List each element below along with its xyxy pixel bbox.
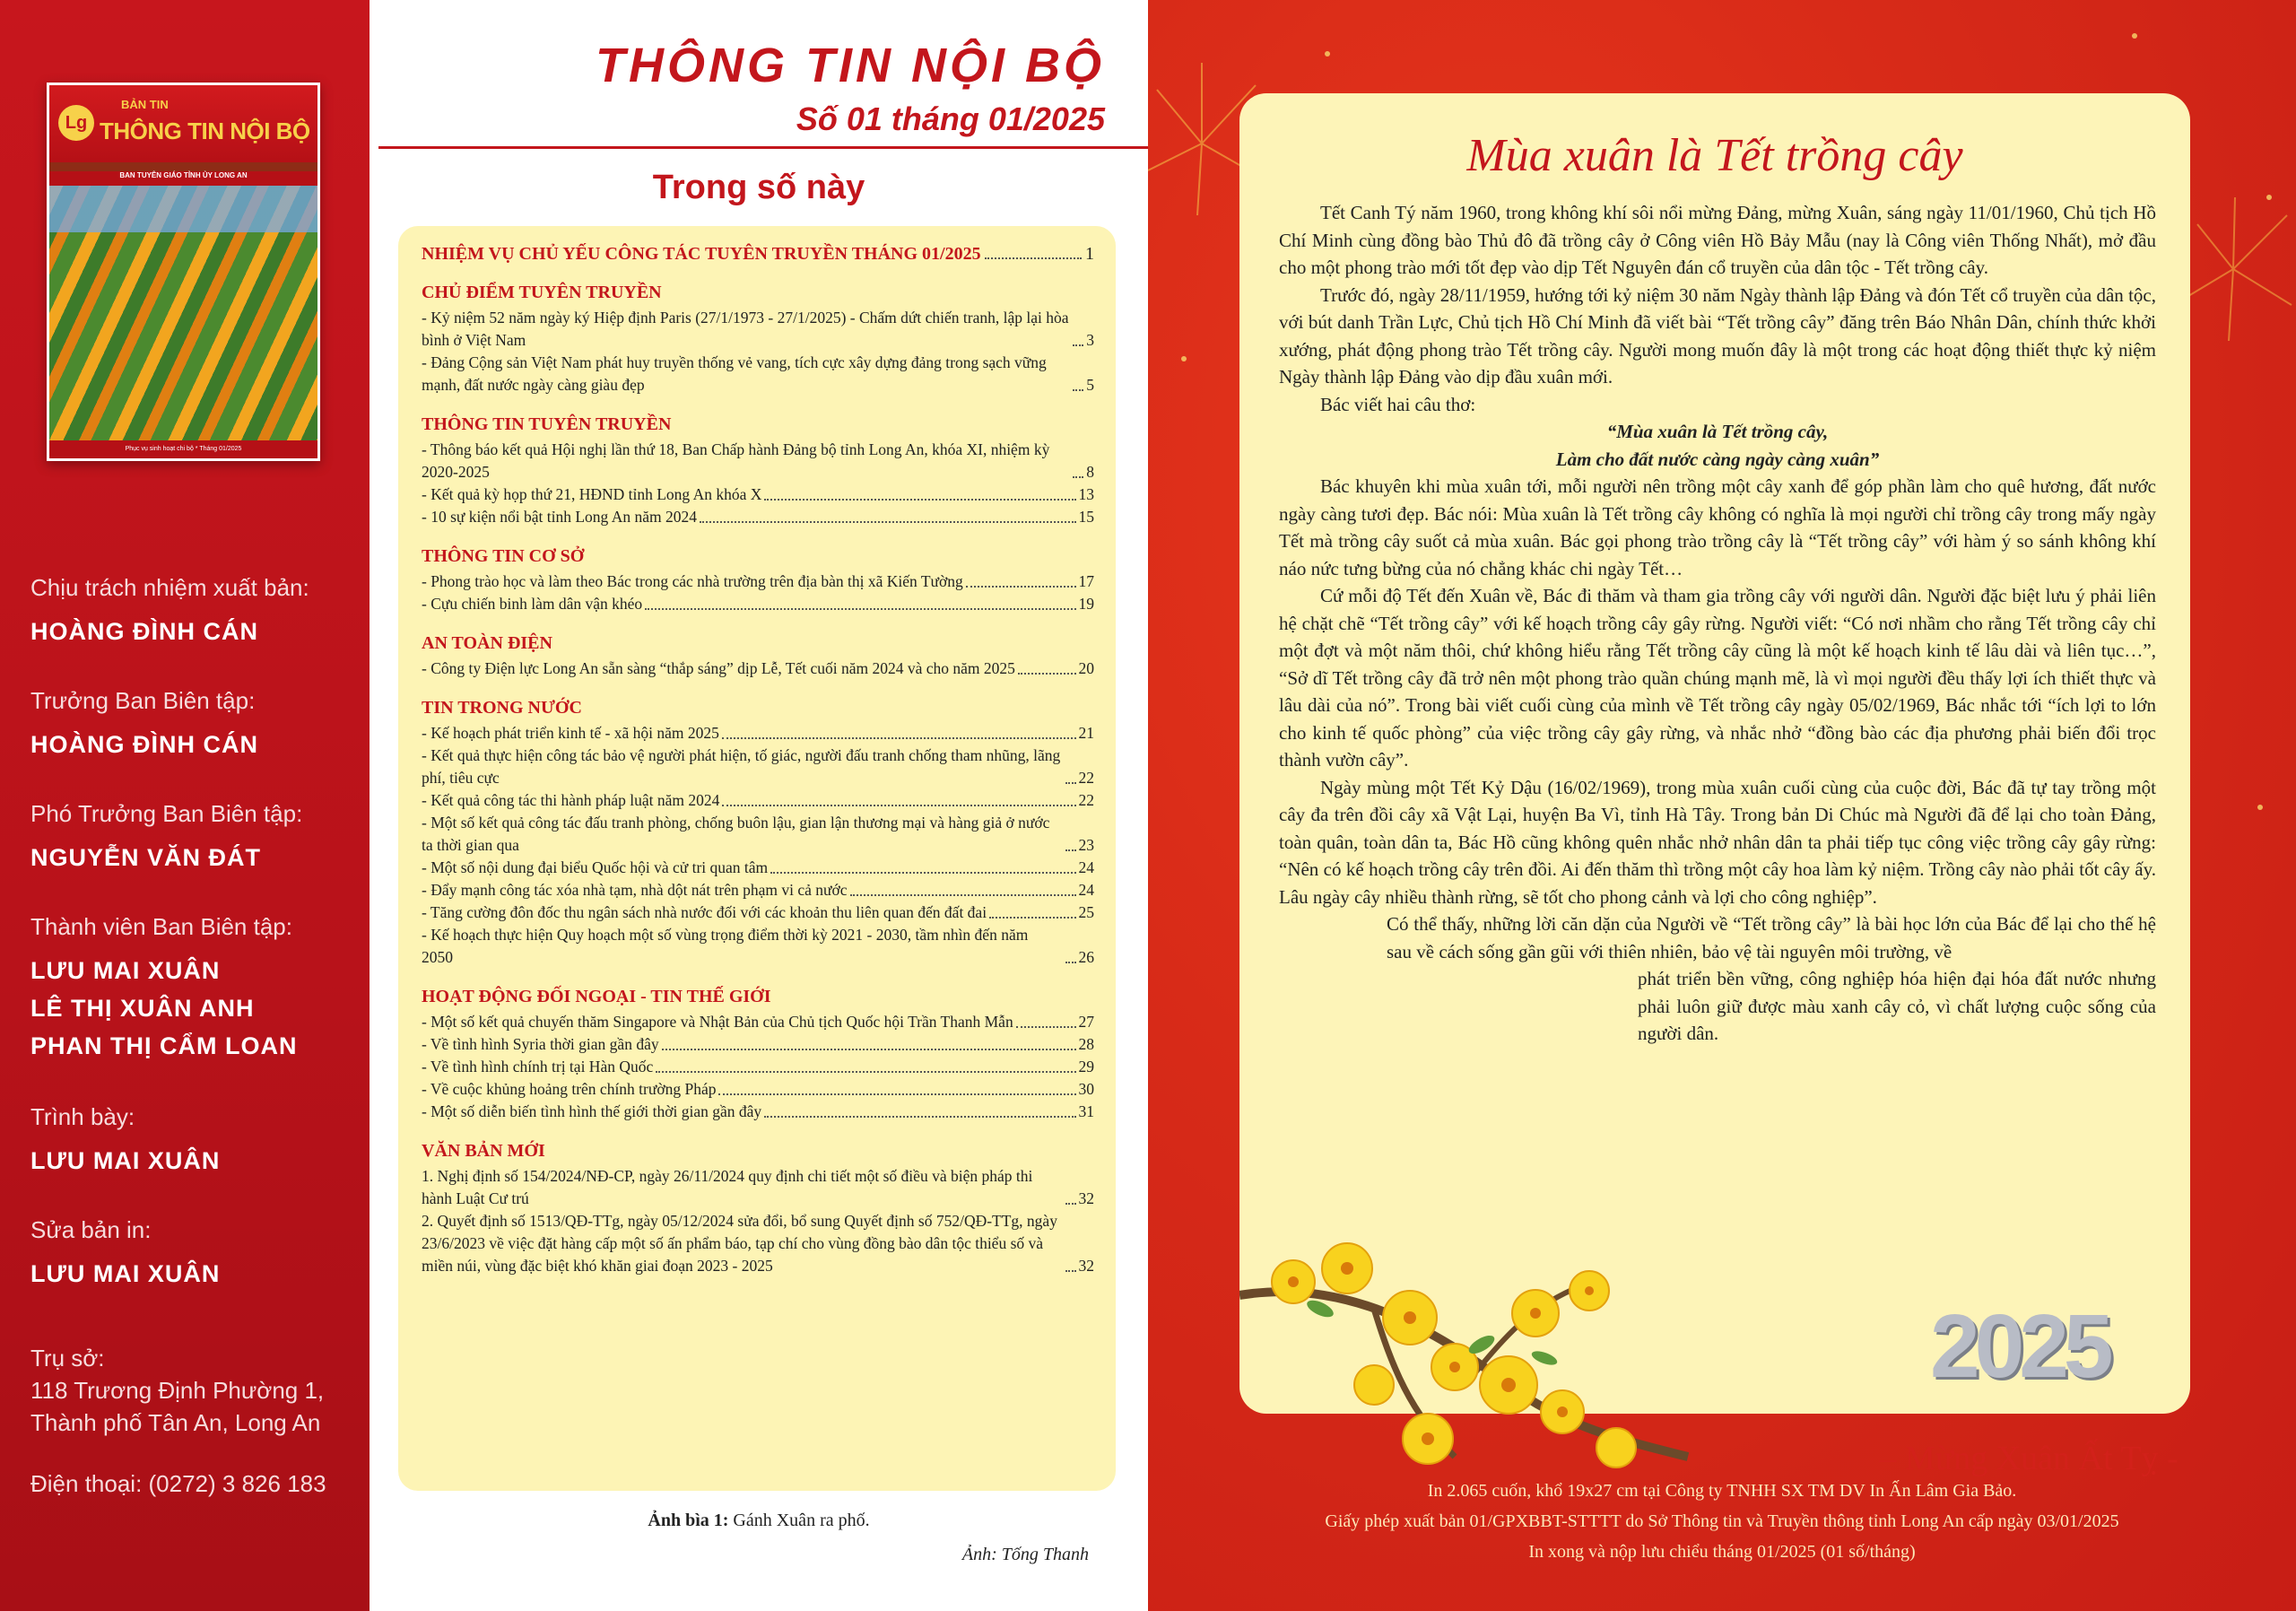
staff-role: Trình bày: [30,1103,135,1130]
toc-leader-dots [850,894,1076,896]
toc-page-number: 32 [1078,1257,1094,1275]
toc-entry[interactable] [422,307,1094,352]
toc-entry-title: - Kỷ niệm 52 năm ngày ký Hiệp định Paris (27/1/1973 - 27/1/2025) - Chấm dứt chiến tranh, lập lại hòa bình ở Việt Nam [422,309,1069,349]
toc-entry[interactable] [422,1011,1094,1033]
toc-lead-entry[interactable] [422,244,1094,265]
toc-page-number: 32 [1078,1189,1094,1207]
toc-page-number: 13 [1078,485,1094,503]
article-paragraph: Ngày mùng một Tết Kỷ Dậu (16/02/1969), trong mùa xuân cuối cùng của cuộc đời, Bác đã tự tay trồng một cây đa trên đồi cây xã Vật Lại, huyện Ba Vì, tỉnh Hà Tây. Trong bản Di Chúc mà Người đã để lại cho toàn Đảng, toàn quân, toàn dân ta, Bác Hồ cũng không quên nhắc nhở nhân dân ta phải tiếp tục công việc trồng cây gây rừng: “Nên có kế hoạch trồng cây trên đồi. Ai đến thăm thì trồng một cây hoa làm kỷ niệm. Trồng cây nào phải tốt cây ấy. Lâu ngày cây nhiều thành rừng, sẽ tốt cho phong cảnh và lợi cho công nghiệp”. [1279,776,2156,908]
toc-page-number: 24 [1078,858,1094,876]
toc-leader-dots [722,737,1076,739]
toc-section [422,698,1094,969]
article-body [1279,199,2156,1048]
caption-label: Ảnh bìa 1: [648,1511,729,1530]
office-label: Trụ sở: [30,1345,105,1372]
toc-page-number: 20 [1078,659,1094,677]
toc-leader-dots [662,1049,1076,1050]
toc-entry[interactable] [422,1033,1094,1056]
cover-caption [370,1511,1148,1531]
toc-entry[interactable] [422,745,1094,789]
toc-section [422,283,1094,396]
toc-page-number: 31 [1078,1102,1094,1120]
toc-entry[interactable] [422,924,1094,969]
toc-entry-title: - Một số kết quả chuyến thăm Singapore và Nhật Bản của Chủ tịch Quốc hội Trần Thanh Mẫn [422,1013,1013,1031]
toc-entry[interactable] [422,439,1094,483]
toc-leader-dots [770,872,1075,874]
toc-entry-title: - Cựu chiến binh làm dân vận khéo [422,595,643,613]
toc-entry-title: - Về tình hình chính trị tại Hàn Quốc [422,1058,654,1075]
toc-page-number: 25 [1078,903,1094,921]
toc-page-number: 21 [1078,724,1094,742]
toc-section-title: TIN TRONG NƯỚC [422,698,582,718]
toc-leader-dots [1065,782,1076,784]
firework-burst-right [2188,197,2292,341]
toc-page-number: 1 [1085,244,1094,264]
table-of-contents-page [370,0,1148,1611]
toc-page-number: 29 [1078,1058,1094,1075]
toc-leader-dots [764,499,1075,501]
toc-leader-dots [722,805,1075,806]
toc-entry[interactable] [422,570,1094,593]
staff-name: LÊ THỊ XUÂN ANH [30,995,255,1022]
staff-name: LƯU MAI XUÂN [30,1260,221,1287]
staff-name: HOÀNG ĐÌNH CÁN [30,731,258,758]
toc-entry-title: - Một số diễn biến tình hình thế giới thời gian gần đây [422,1102,762,1120]
office-phone [30,1467,326,1500]
toc-leader-dots [764,1116,1075,1118]
staff-deputy-editor [30,800,302,876]
staff-role: Chịu trách nhiệm xuất bản: [30,574,309,601]
toc-entry-title: - Kết quả công tác thi hành pháp luật năm 2024 [422,791,720,809]
toc-leader-dots [1065,849,1076,851]
toc-section-title: THÔNG TIN TUYÊN TRUYỀN [422,414,672,434]
toc-section [422,546,1094,615]
article-paragraph: Trước đó, ngày 28/11/1959, hướng tới kỷ niệm 30 năm Ngày thành lập Đảng và đón Tết cổ truyền của dân tộc, với bút danh Trần Lực, Chủ tịch Hồ Chí Minh đã viết bài “Tết trồng cây” đăng trên Báo Nhân Dân, chính thức khởi xướng, phát động phong trào Tết trồng cây. Người mong muốn đây là một trong các hoạt động thiết thực kỷ niệm Ngày thành lập Đảng vào dịp đầu xuân mới. [1279,283,2156,388]
toc-page-number: 8 [1086,463,1094,481]
toc-entry-title: - Phong trào học và làm theo Bác trong các nhà trường trên địa bàn thị xã Kiến Tường [422,572,963,590]
apricot-blossom-illustration [1239,1116,1706,1493]
left-masthead-column [0,0,370,1611]
print-line: In 2.065 cuốn, khổ 19x27 cm tại Công ty TNHH SX TM DV In Ấn Lâm Gia Bảo. [1427,1481,2017,1501]
staff-name: HOÀNG ĐÌNH CÁN [30,618,258,645]
toc-entry[interactable] [422,812,1094,857]
toc-entry-title: - Đẩy mạnh công tác xóa nhà tạm, nhà dột nát trên phạm vi cả nước [422,881,848,899]
toc-entry[interactable] [422,483,1094,506]
toc-entry[interactable] [422,352,1094,396]
toc-entry[interactable] [422,722,1094,745]
toc-entry[interactable] [422,789,1094,812]
toc-section [422,633,1094,680]
staff-layout [30,1103,220,1180]
toc-section-title: THÔNG TIN CƠ SỞ [422,546,585,566]
toc-entry[interactable] [422,901,1094,924]
toc-entry-title: - Tăng cường đôn đốc thu ngân sách nhà nước đối với các khoản thu liên quan đến đất đai [422,903,987,921]
toc-entry-title: 2. Quyết định số 1513/QĐ-TTg, ngày 05/12/2024 sửa đổi, bổ sung Quyết định số 752/QĐ-TTg, ngày 23/6/2023 về việc đặt hàng cấp một số ấn phẩm báo, tạp chí cho vùng đồng bào dân tộc thiểu số và miền núi, vùng đặc biệt khó khăn giai đoạn 2023 - 2025 [422,1212,1057,1275]
toc-entry-title: - Về tình hình Syria thời gian gần đây [422,1035,659,1053]
staff-role: Phó Trưởng Ban Biên tập: [30,800,303,827]
toc-section [422,414,1094,528]
photo-credit: Ảnh: Tống Thanh [961,1545,1089,1564]
toc-box [398,226,1116,1491]
toc-leader-dots [656,1071,1075,1073]
print-line: In xong và nộp lưu chiểu tháng 01/2025 (01 số/tháng) [1528,1542,1916,1562]
toc-lead-title: NHIỆM VỤ CHỦ YẾU CÔNG TÁC TUYÊN TRUYỀN THÁNG 01/2025 [422,244,981,264]
cover-title: THÔNG TIN NỘI BỘ [100,118,310,144]
toc-leader-dots [985,257,1082,259]
caption-text: Gánh Xuân ra phố. [728,1511,870,1530]
toc-section-title: CHỦ ĐIỂM TUYÊN TRUYỀN [422,283,662,302]
toc-leader-dots [718,1093,1075,1095]
toc-page-number: 17 [1078,572,1094,590]
phone-text: Điện thoại: (0272) 3 826 183 [30,1470,326,1497]
toc-section [422,987,1094,1123]
office-line: Thành phố Tân An, Long An [30,1409,321,1436]
staff-role: Trưởng Ban Biên tập: [30,687,256,714]
staff-role: Thành viên Ban Biên tập: [30,913,292,940]
toc-page-number: 22 [1078,769,1094,787]
toc-entry[interactable] [422,593,1094,615]
toc-entry[interactable] [422,506,1094,528]
toc-leader-dots [645,608,1075,610]
staff-members [30,913,297,1065]
toc-entry-title: - Một số kết quả công tác đấu tranh phòng, chống buôn lậu, gian lận thương mại và hàng giả ở nước ta thời gian qua [422,814,1050,854]
article-paragraph: Tết Canh Tý năm 1960, trong không khí sôi nổi mừng Đảng, mừng Xuân, sáng ngày 11/01/1960, Chủ tịch Hồ Chí Minh cùng đồng bào Thủ đô đã trồng cây ở Công viên Hồ Bảy Mẫu (nay là Công viên Thống Nhất), mở đầu cho một phong trào mới tốt đẹp vào dịp Tết Nguyên đán cổ truyền của dân tộc - Tết trồng cây. [1279,202,2156,278]
toc-heading: Trong số này [652,169,865,206]
office-address [30,1342,324,1439]
toc-leader-dots [966,586,1076,588]
staff-proofreader [30,1216,220,1293]
toc-entry-title: - Về cuộc khủng hoảng trên chính trường Pháp [422,1080,717,1098]
toc-leader-dots [700,521,1076,523]
header-divider [378,146,1152,149]
print-line: Giấy phép xuất bản 01/GPXBBT-STTTT do Sở Thông tin và Truyền thông tỉnh Long An cấp ngày 03/01/2025 [1325,1511,2119,1531]
toc-entry-title: - Kế hoạch phát triển kinh tế - xã hội năm 2025 [422,724,719,742]
toc-section-title: AN TOÀN ĐIỆN [422,633,552,653]
toc-leader-dots [1016,1026,1076,1028]
staff-publisher [30,574,309,650]
cover-subtitle: BAN TUYÊN GIÁO TỈNH ỦY LONG AN [49,171,317,186]
toc-section [422,1141,1094,1277]
article-page [1148,0,2296,1611]
article-paragraph: phát triển bền vững, công nghiệp hóa hiện đại hóa đất nước nhưng phải luôn giữ được màu xanh cây cỏ, vì chất lượng cuộc sống của người dân. [1638,968,2156,1044]
toc-page-number: 3 [1086,331,1094,349]
toc-leader-dots [1073,389,1083,391]
toc-entry[interactable] [422,1210,1094,1277]
poem-line: “Mùa xuân là Tết trồng cây, [1606,421,1829,442]
poem-line: Làm cho đất nước càng ngày càng xuân” [1555,448,1880,470]
toc-leader-dots [1073,344,1083,346]
magazine-title: THÔNG TIN NỘI BỘ [596,39,1105,92]
toc-leader-dots [1018,673,1076,675]
toc-page-number: 23 [1078,836,1094,854]
article-paragraph: Bác khuyên khi mùa xuân tới, mỗi người nên trồng một cây xanh để góp phần làm cho quê hương, đất nước ngày càng tươi đẹp. Bác nói: Mùa xuân là Tết trồng cây không có nghĩa là mọi người chỉ trồng cây trong mấy ngày Tết mà trồng cây suốt cả mùa xuân. Bác gọi phong trào trồng cây là “Tết trồng cây” với hàm ý so sánh không khí náo nức tưng bừng của nó chẳng khác chi ngày Tết… [1279,475,2156,579]
toc-page-number: 30 [1078,1080,1094,1098]
toc-page-number: 15 [1078,508,1094,526]
toc-entry-title: - Đảng Cộng sản Việt Nam phát huy truyền thống vẻ vang, tích cực xây dựng đảng trong sạch vững mạnh, đất nước ngày càng giàu đẹp [422,353,1047,394]
new-year-greeting: – Mừng Xuân Ất Tỵ - [1879,1440,2179,1477]
cover-small-label: BẢN TIN [121,98,169,111]
toc-page-number: 24 [1078,881,1094,899]
toc-entry-title: - 10 sự kiện nổi bật tỉnh Long An năm 2024 [422,508,697,526]
toc-leader-dots [1065,1270,1076,1272]
toc-page-number: 28 [1078,1035,1094,1053]
cover-footer: Phục vụ sinh hoạt chi bộ * Tháng 01/2025 [49,440,317,458]
article-box [1239,93,2190,1477]
toc-entry[interactable] [422,1078,1094,1101]
article-paragraph: Có thể thấy, những lời căn dặn của Người về “Tết trồng cây” là bài học lớn của Bác để lại cho thế hệ sau về cách sống gần gũi với thiên nhiên, bảo vệ tài nguyên môi trường, về [1387,913,2156,962]
cover-sky-image [49,186,317,446]
toc-section-title: HOẠT ĐỘNG ĐỐI NGOẠI - TIN THẾ GIỚI [422,987,771,1006]
article-paragraph: Cứ mỗi độ Tết đến Xuân về, Bác đi thăm và tham gia trồng cây với người dân. Người đặc biệt lưu ý phải liên hệ chặt chẽ “Tết trồng cây” với kế hoạch trồng cây gây rừng. Người viết: “Có nơi nhầm cho rằng Tết trồng cây chỉ một đợt và một năm thôi, chứ không hiểu rằng Tết trồng cây cũng là một kế hoạch kinh tế lâu dài và liên tục…”, “Sở dĩ Tết trồng cây đã trở nên một phong trào quần chúng mạnh mẽ, là vì mọi người đều thấy lợi ích thiết thực và lâu dài của nó”. Trong bài viết cuối cùng của mình về Tết trồng cây ngày 05/02/1969, Bác nhắc tới “ích lợi to lớn cho kinh tế quốc phòng” của việc trồng cây gây rừng, và nhắc nhở “đồng bào các địa phương phải biến đổi trọc thành vườn cây”. [1279,585,2156,771]
issue-number: Số 01 tháng 01/2025 [796,100,1105,137]
toc-entry[interactable] [422,857,1094,879]
toc-entry[interactable] [422,879,1094,901]
article-paragraph: Bác viết hai câu thơ: [1320,393,1476,415]
toc-page-number: 27 [1078,1013,1094,1031]
print-information [1148,1476,2296,1567]
toc-entry-title: 1. Nghị định số 154/2024/NĐ-CP, ngày 26/11/2024 quy định chi tiết một số điều và biện pháp thi hành Luật Cư trú [422,1167,1033,1207]
cover-thumbnail [47,83,320,461]
article-title: Mùa xuân là Tết trồng cây [1466,130,1963,181]
toc-entry[interactable] [422,1101,1094,1123]
toc-entry-title: - Một số nội dung đại biểu Quốc hội và cử tri quan tâm [422,858,769,876]
toc-entry-title: - Kế hoạch thực hiện Quy hoạch một số vùng trọng điểm thời kỳ 2021 - 2030, tầm nhìn đến năm 2050 [422,926,1029,966]
staff-name: LƯU MAI XUÂN [30,1147,221,1174]
staff-name: LƯU MAI XUÂN [30,957,221,984]
staff-name: PHAN THỊ CẨM LOAN [30,1032,298,1059]
cover-logo-icon: Lg [58,105,94,141]
toc-leader-dots [1073,476,1083,478]
toc-leader-dots [1065,1203,1076,1205]
toc-entry-title: - Kết quả kỳ họp thứ 21, HĐND tỉnh Long An khóa X [422,485,762,503]
toc-entry-title: - Kết quả thực hiện công tác bảo vệ người phát hiện, tố giác, người đấu tranh chống tham nhũng, lãng phí, tiêu cực [422,746,1061,787]
toc-entry[interactable] [422,1165,1094,1210]
toc-entry[interactable] [422,657,1094,680]
toc-page-number: 5 [1086,376,1094,394]
toc-entry[interactable] [422,1056,1094,1078]
office-line: 118 Trương Định Phường 1, [30,1377,325,1404]
staff-chief-editor [30,687,258,763]
toc-section-title: VĂN BẢN MỚI [422,1141,545,1161]
toc-leader-dots [1065,962,1076,963]
toc-page-number: 26 [1078,948,1094,966]
toc-entry-title: - Công ty Điện lực Long An sẵn sàng “thắp sáng” dịp Lễ, Tết cuối năm 2024 và cho năm 2025 [422,659,1015,677]
toc-sections [422,283,1094,1277]
toc-page-number: 19 [1078,595,1094,613]
staff-name: NGUYỄN VĂN ĐÁT [30,844,262,871]
toc-entry-title: - Thông báo kết quả Hội nghị lần thứ 18, Ban Chấp hành Đảng bộ tỉnh Long An, khóa XI, nhiệm kỳ 2020-2025 [422,440,1050,481]
staff-role: Sửa bản in: [30,1216,152,1243]
year-2025-art: 2025 [1930,1296,2109,1397]
toc-leader-dots [989,917,1075,919]
toc-page-number: 22 [1078,791,1094,809]
